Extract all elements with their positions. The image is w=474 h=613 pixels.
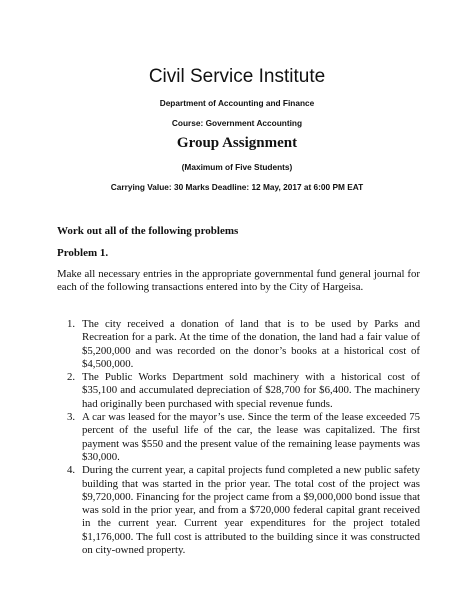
instruction-heading: Work out all of the following problems	[57, 225, 239, 237]
list-item-number: 4.	[67, 464, 76, 477]
max-students-note: (Maximum of Five Students)	[181, 162, 293, 172]
problem-heading: Problem 1.	[57, 247, 109, 259]
course-line: Course: Government Accounting	[171, 118, 303, 128]
department-line: Department of Accounting and Finance	[159, 98, 315, 108]
list-item	[67, 411, 420, 464]
transaction-list	[67, 318, 420, 557]
problem-intro: Make all necessary entries in the appropriate governmental fund general journal for each of the following transactions entered into by the City of Hargeisa.	[57, 268, 420, 294]
list-item-number: 3.	[67, 411, 76, 424]
list-item-number: 2.	[67, 371, 76, 384]
list-item	[67, 464, 420, 557]
carrying-value-line: Carrying Value: 30 Marks Deadline: 12 May, 2017 at 6:00 PM EAT	[110, 182, 364, 192]
list-item-text: The Public Works Department sold machinery with a historical cost of $35,100 and accumulated depreciation of $28,700 for $6,400. The machinery had originally been purchased with special revenue funds.	[82, 371, 420, 410]
list-item	[67, 318, 420, 371]
list-item-number: 1.	[67, 318, 76, 330]
institute-title: Civil Service Institute	[148, 66, 326, 87]
list-item	[67, 371, 420, 411]
list-item-text: The city received a donation of land that is to be used by Parks and Recreation for a park. At the time of the donation, the land had a fair value of $5,200,000 and was recorded on the donor’s books at a historical cost of $4,500,000.	[82, 318, 420, 370]
list-item-text: During the current year, a capital projects fund completed a new public safety building that was started in the prior year. The total cost of the project was $9,720,000. Financing for the project came from a $9,000,000 bond issue that was sold in the prior year, and from a $720,000 federal capital grant received in the current year. Current year expenditures for the project totaled $1,176,000. The full cost is attributed to the building since it was constructed on city-owned property.	[82, 464, 420, 557]
list-item-text: A car was leased for the mayor’s use. Since the term of the lease exceeded 75 percent of the useful life of the car, the lease was capitalized. The first payment was $550 and the present value of the remaining lease payments was $30,000.	[82, 411, 420, 463]
assignment-heading: Group Assignment	[176, 135, 298, 151]
